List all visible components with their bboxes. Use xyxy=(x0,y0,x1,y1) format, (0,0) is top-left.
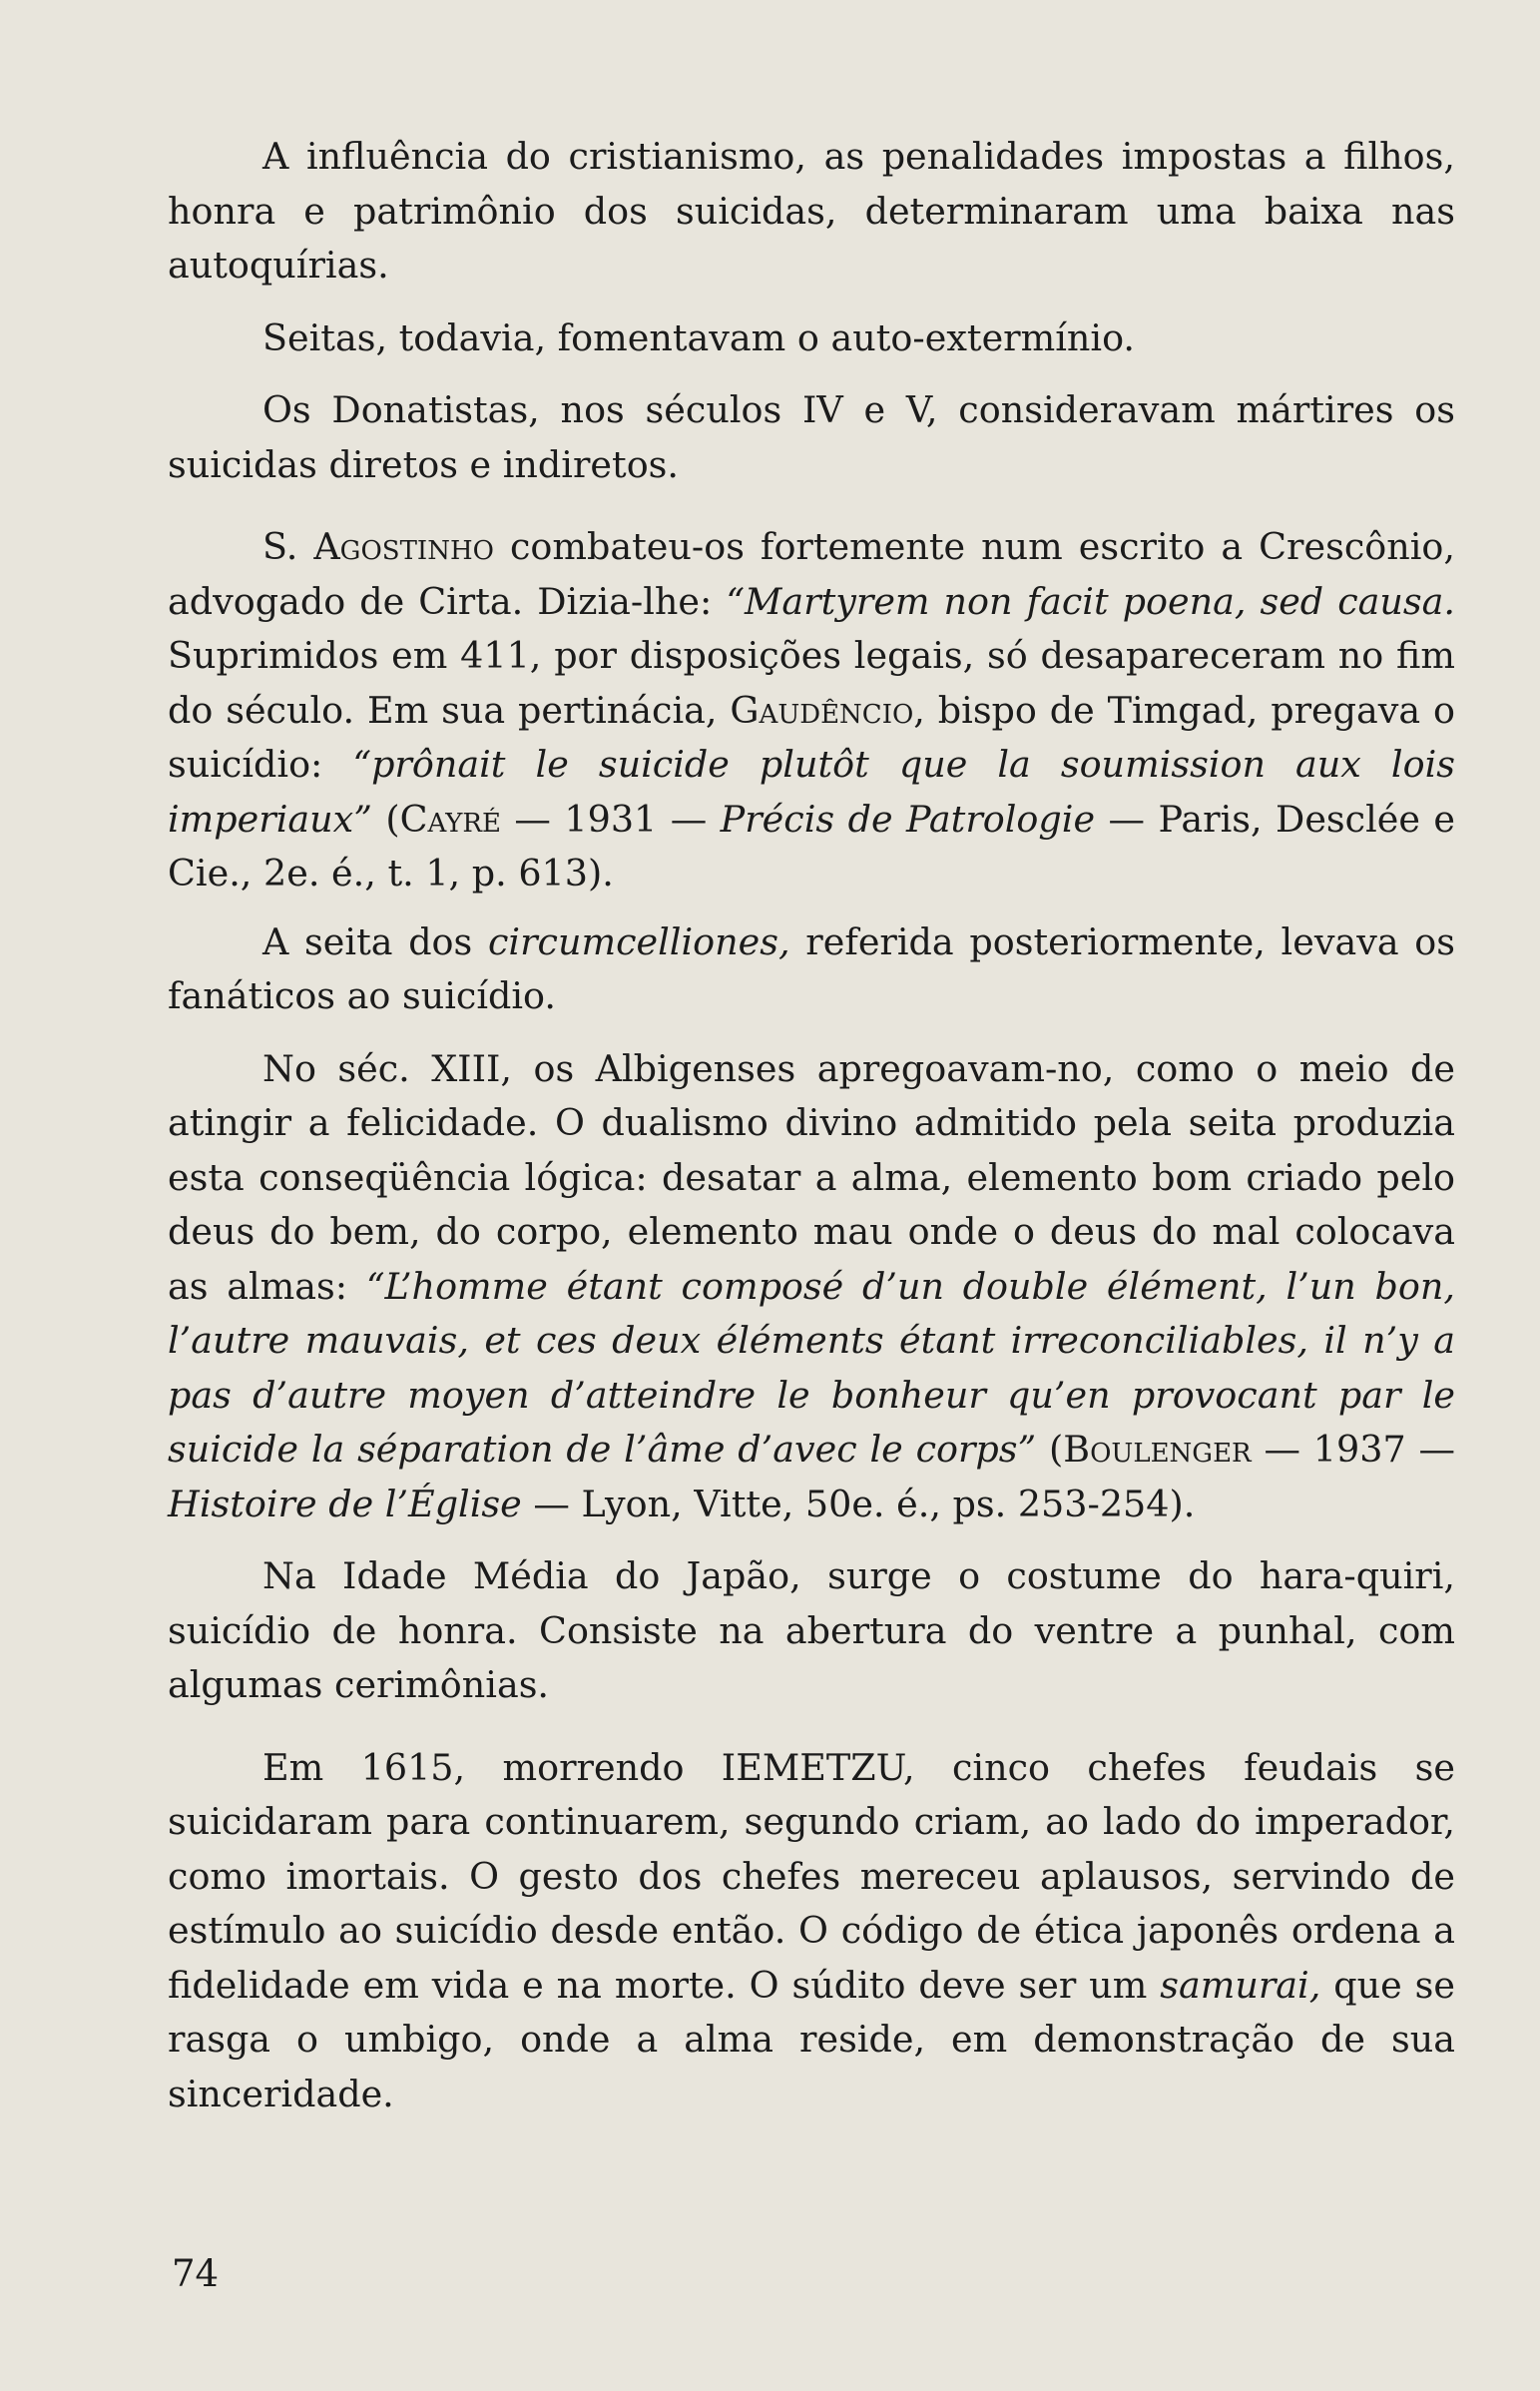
latin-quote: “Martyrem non facit poena, sed causa. xyxy=(726,579,1455,623)
author-name-gaudencio: Gaudêncio xyxy=(730,688,914,732)
french-quote-albigenses: “L’homme étant composé d’un double élément, l’un bon, l’autre mauvais, et ces deux éléments étant irreconciliables, il n’y a pas d’autre moyen d’atteindre le bonheur qu’en provocant par le suicide la séparation de l’âme d’avec le corps” xyxy=(168,1264,1455,1471)
paragraph-seitas: Seitas, todavia, fomentavam o auto-extermínio. xyxy=(262,315,1136,359)
citation-author-boulenger: Boulenger xyxy=(1063,1428,1252,1471)
citation-author-cayre: Cayré xyxy=(399,797,501,841)
citation-title-patrologie: Précis de Patrologie xyxy=(720,797,1096,841)
paragraph-donatistas: Os Donatistas, nos séculos IV e V, consideravam mártires os suicidas diretos e indiretos. xyxy=(168,388,1455,486)
author-name-agostinho: Agostinho xyxy=(313,525,494,568)
paragraph-cristianismo: A influência do cristianismo, as penalidades impostas a filhos, honra e patrimônio dos suicidas, determinaram uma baixa nas autoquírias. xyxy=(168,135,1455,287)
citation-title-eglise: Histoire de l’Église xyxy=(168,1482,522,1525)
paragraph-albigenses: No séc. XIII, os Albigenses apregoavam-no, como o meio de atingir a felicidade. O dualismo divino admitido pela seita produzia esta conseqüência lógica: desatar a alma, elemento bom criado pelo deus do bem, do corpo, elemento mau onde o deus do mal colocava as almas: “L’homme étant composé d’un double élément, l’un bon, l’autre mauvais, et ces deux éléments étant irreconciliables, il n’y a pas d’autre moyen d’atteindre le bonheur qu’en provocant par le suicide la séparation de l’âme d’avec le corps” (Boulenger — 1937 — Histoire de l’Église — Lyon, Vitte, 50e. é., ps. 253-254). xyxy=(168,1046,1456,1525)
page-number: 74 xyxy=(172,2252,220,2295)
paragraph-japao: Na Idade Média do Japão, surge o costume do hara-quiri, suicídio de honra. Consiste na abertura do ventre a punhal, com algumas cerimônias. xyxy=(168,1554,1455,1706)
paragraph-iemetzu: Em 1615, morrendo IEMETZU, cinco chefes feudais se suicidaram para continuarem, segundo criam, ao lado do imperador, como imortais. O gesto dos chefes mereceu aplausos, servindo de estímulo ao suicídio desde então. O código de ética japonês ordena a fidelidade em vida e na morte. O súdito deve ser um samurai, que se rasga o umbigo, onde a alma reside, em demonstração de sua sinceridade. xyxy=(168,1745,1455,2115)
term-circumcelliones: circumcelliones, xyxy=(487,919,790,963)
paragraph-agostinho: S. Agostinho combateu-os fortemente num escrito a Crescônio, advogado de Cirta. Dizia-lhe: “Martyrem non facit poena, sed causa. Suprimidos em 411, por disposições legais, só desapareceram no fim do século. Em sua pertinácia, Gaudêncio, bispo de Timgad, pregava o suicídio: “prônait le suicide plutôt que la soumission aux lois imperiaux” (Cayré — 1931 — Précis de Patrologie — Paris, Desclée e Cie., 2e. é., t. 1, p. 613). xyxy=(168,525,1456,895)
french-quote-gaudencio: “prônait le suicide plutôt que la soumission aux lois imperiaux” xyxy=(168,743,1455,841)
paragraph-circumcelliones: A seita dos circumcelliones, referida posteriormente, levava os fanáticos ao suicídio. xyxy=(168,919,1455,1017)
body-text xyxy=(168,130,1455,2121)
term-samurai: samurai, xyxy=(1160,1963,1321,2007)
